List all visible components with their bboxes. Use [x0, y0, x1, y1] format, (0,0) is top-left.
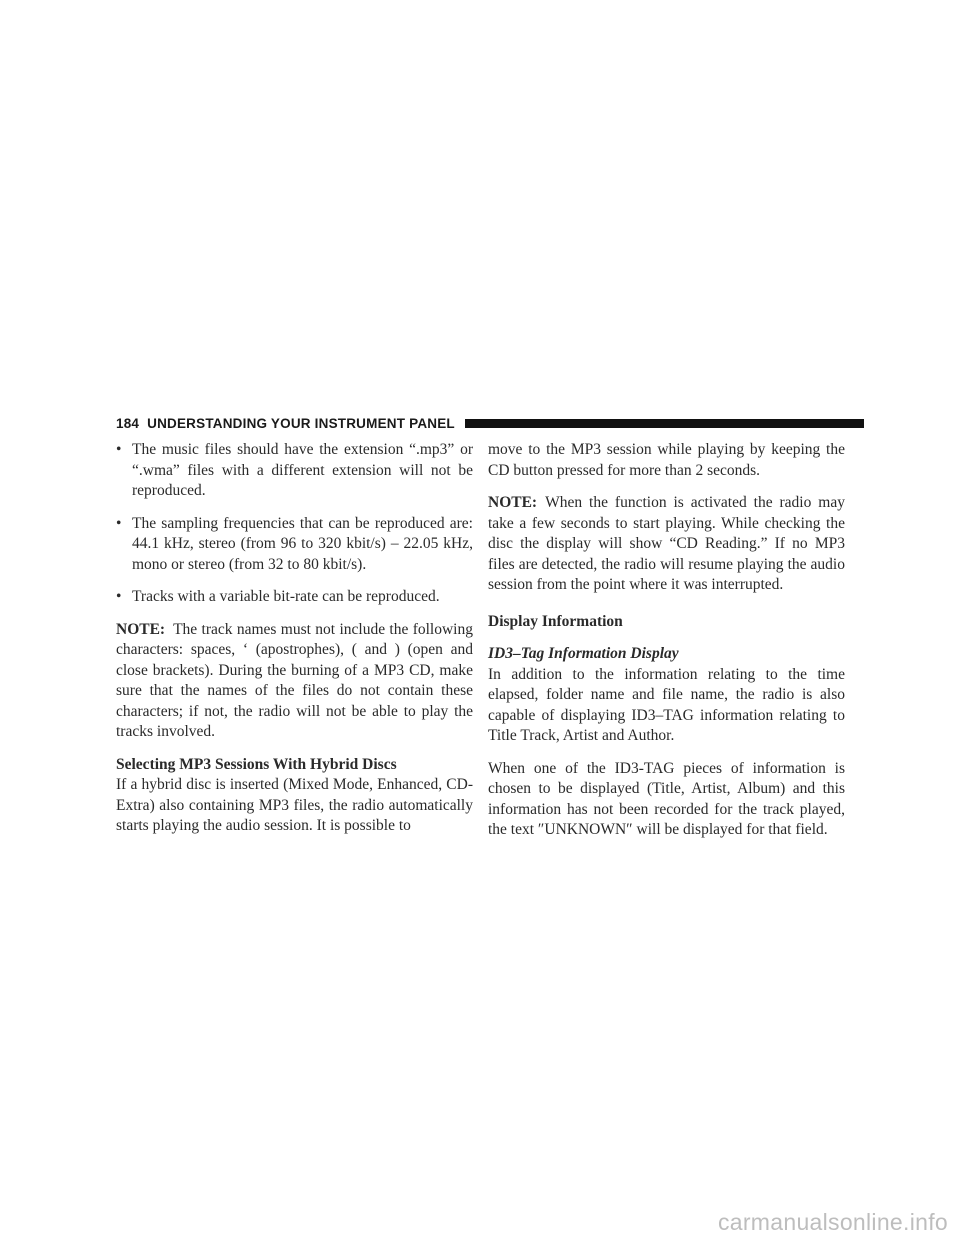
id3-tag-text: In addition to the information relating to the time elapsed, folder name and file name, the radio is also capable of displaying ID3–TAG information relating to Title Track, Artist and Author.: [488, 665, 845, 744]
continued-paragraph: move to the MP3 session while playing by keeping the CD button pressed for more than 2 seconds.: [488, 441, 845, 479]
section-title: UNDERSTANDING YOUR INSTRUMENT PANEL: [147, 415, 455, 431]
bullet-item: [116, 587, 473, 608]
watermark: carmanualsonline.info: [717, 1209, 948, 1235]
display-information-heading: Display Information: [488, 612, 623, 630]
note-paragraph: [488, 493, 845, 596]
right-column: [488, 440, 845, 853]
note-label: NOTE:: [116, 620, 166, 638]
page-header: [116, 415, 864, 431]
left-column: [116, 440, 473, 849]
note-label: NOTE:: [488, 494, 538, 511]
hybrid-discs-text: If a hybrid disc is inserted (Mixed Mode, Enhanced, CD-Extra) also containing MP3 files, the radio automatically starts playing the audio session. It is possible to: [116, 776, 473, 834]
bullet-text: The music files should have the extension “.mp3” or “.wma” files with a different extension will not be reproduced.: [132, 441, 473, 499]
id3-tag-heading: ID3–Tag Information Display: [488, 645, 679, 662]
bullet-icon: •: [116, 441, 122, 458]
page-number: 184: [116, 415, 140, 431]
bullet-text: The sampling frequencies that can be reproduced are: 44.1 kHz, stereo (from 96 to 320 kbit/s) – 22.05 kHz, mono or stereo (from 32 to 80 kbit/s).: [132, 514, 473, 573]
bullet-icon: •: [116, 588, 122, 605]
bullet-text: Tracks with a variable bit-rate can be reproduced.: [132, 588, 440, 605]
note-paragraph: [116, 620, 473, 743]
hybrid-discs-heading: Selecting MP3 Sessions With Hybrid Discs: [116, 755, 397, 773]
bullet-item: [116, 514, 473, 576]
bullet-icon: •: [116, 514, 122, 532]
bullet-item: [116, 440, 473, 502]
header-rule: [465, 419, 864, 428]
note-text: The track names must not include the following characters: spaces, ‘ (apostrophes), ( and ) (open and close brackets). During the burning of a MP3 CD, make sure that the names of the files do not contain these characters; if not, the radio will not be able to play the tracks involved.: [116, 620, 473, 740]
note-text: When the function is activated the radio may take a few seconds to start playing. While checking the disc the display will show “CD Reading.” If no MP3 files are detected, the radio will resume playing the audio session from the point where it was interrupted.: [488, 494, 845, 593]
unknown-text: When one of the ID3-TAG pieces of information is chosen to be displayed (Title, Artist, Album) and this information has not been recorded for the track played, the text ″UNKNOWN″ will be displayed for that field.: [488, 759, 845, 838]
